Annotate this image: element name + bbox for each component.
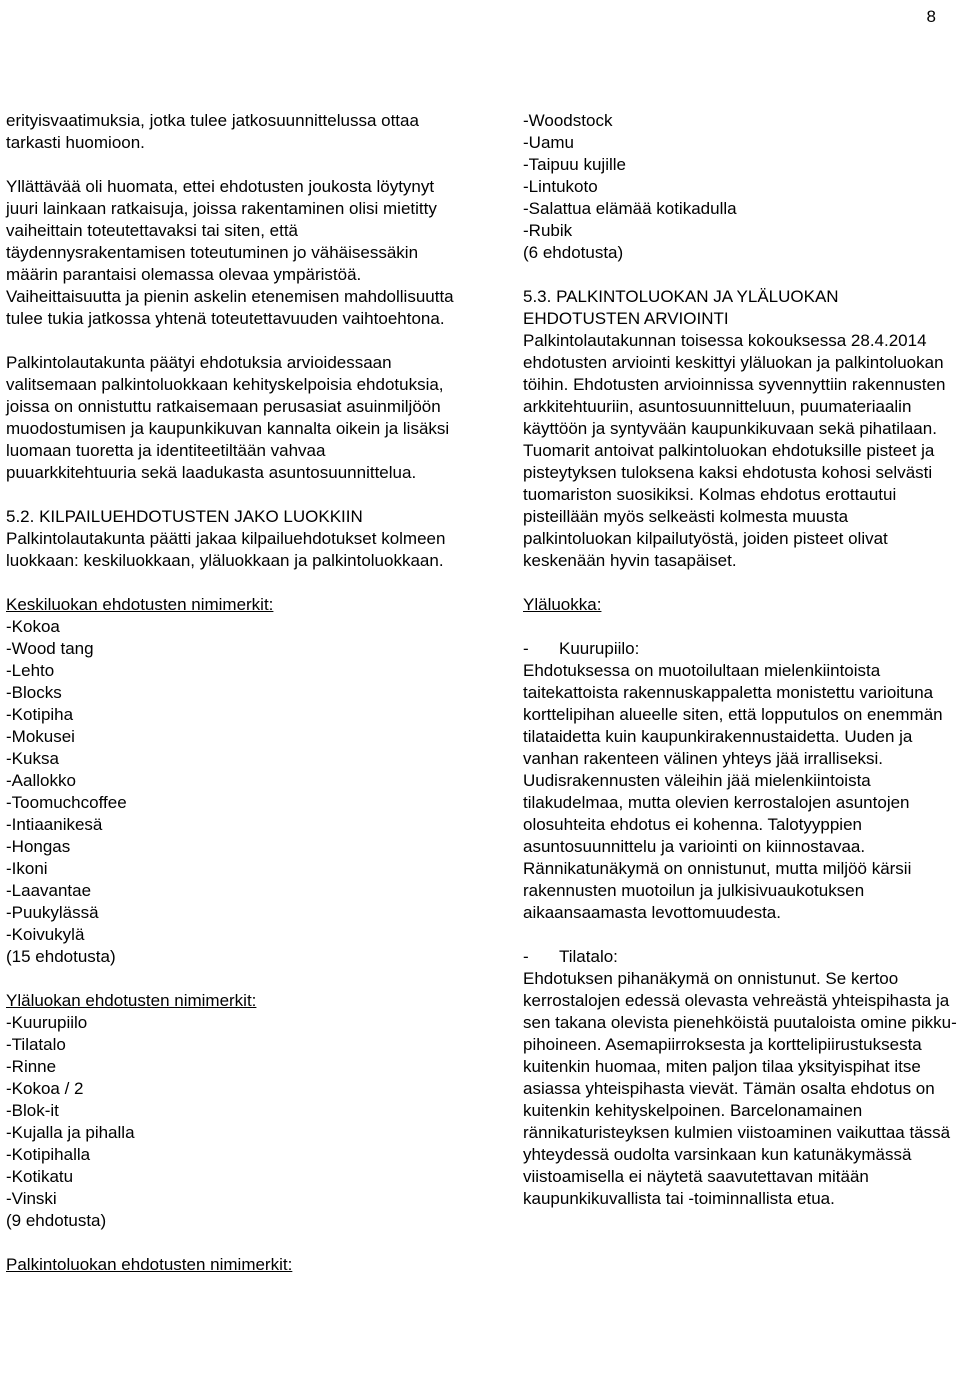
ylaluokka-subheading: Yläluokka: [523, 595, 602, 614]
entry-tilatalo [523, 946, 960, 1210]
list-item: -Koivukylä [6, 925, 85, 944]
ylaluokka-list [6, 1012, 454, 1232]
left-column [6, 110, 454, 1276]
ylaluokka-heading: Yläluokan ehdotusten nimimerkit: [6, 991, 257, 1010]
list-item: -Blocks [6, 683, 62, 702]
entry-dash: - [523, 947, 529, 966]
list-item: -Hongas [6, 837, 71, 856]
section-heading: 5.2. KILPAILUEHDOTUSTEN JAKO LUOKKIIN [6, 507, 363, 526]
list-item: -Rubik [523, 221, 573, 240]
page-number: 8 [926, 7, 936, 26]
keskiluokka-list [6, 616, 454, 968]
list-item: -Wood tang [6, 639, 94, 658]
list-item: -Lehto [6, 661, 55, 680]
body-paragraph: Palkintolautakunta päätyi ehdotuksia arvioidessaan valitsemaan palkintoluokkaan kehityskelpoisia ehdotuksia, joissa on onnistuttu ratkaisemaan perusasiat asuinmiljöön muodostumisen ja kaupunkikuvan kannalta oikein ja lisäksi luomaan tuoretta ja identiteetiltään vahvaa puuarkkitehtuuria sekä laadukasta asuntosuunnittelua. [6, 353, 450, 482]
section-heading: EHDOTUSTEN ARVIOINTI [523, 309, 729, 328]
list-count: (15 ehdotusta) [6, 947, 116, 966]
right-column [523, 110, 960, 1210]
list-item: -Tilatalo [6, 1035, 66, 1054]
list-item: -Kotipihalla [6, 1145, 91, 1164]
list-item: -Kujalla ja pihalla [6, 1123, 135, 1142]
list-item: -Salattua elämää kotikadulla [523, 199, 737, 218]
entry-text: Ehdotuksessa on muotoilultaan mielenkiintoista taitekattoista rakennuskappaletta monistettu varioituna korttelipihan alueelle siten, että lopputulos on enemmän tilataidetta kuin kaupunkirakennustaidetta. Uuden ja vanhan rakenteen välinen yhteys jää irralliseksi. Uudisrakennusten väleihin jää mielenkiintoista tilakudelmaa, mutta olevien kerrostalojen asuntojen olosuhteita ehdotus ei kohenna. Talotyyppien asuntosuunnittelu ja variointi on kiinnostavaa. Rännikatunäkymä on onnistunut, mutta miljöö kärsii rakennusten muotoilun ja julkisivuaukotuksen aikaansaamasta levottomuudesta. [523, 661, 943, 922]
list-item: -Kokoa [6, 617, 60, 636]
list-item: -Lintukoto [523, 177, 598, 196]
body-paragraph: Yllättävää oli huomata, ettei ehdotusten joukosta löytynyt juuri lainkaan ratkaisuja, joissa rakentaminen olisi mietitty vaiheittain toteutettavaksi tai siten, että täydennysrakentamisen toteutuminen jo vähäisessäkin määrin parantaisi olemassa olevaa ympäristöä. Vaiheittaisuutta ja pienin askelin etenemisen mahdollisuutta tulee tukia jatkossa yhtenä toteutettavuuden vaihtoehtona. [6, 177, 454, 328]
list-item: -Uamu [523, 133, 575, 152]
list-item: -Puukylässä [6, 903, 99, 922]
entry-text: Ehdotuksen pihanäkymä on onnistunut. Se kertoo kerrostalojen edessä olevasta vehreästä yhteispihasta ja sen takana olevista pienehköistä puutaloista omine pikku-pihoineen. Asemapiirroksesta ja korttelipiirustuksesta kuitenkin huomaa, miten paljon tilaa yksityispihat itse asiassa yhteispihasta vievät. Tämän osalta ehdotus on kuitenkin kehityskelpoinen. Barcelonamainen rännikaturisteyksen kulmien viistoaminen vaikuttaa tässä yhteydessä oudolta varsinkaan kun katunäkymässä viistoamisella ei näytetä saavutettavan mitään kaupunkikuvallista tai -toiminnallista etua. [523, 969, 957, 1208]
list-item: -Toomuchcoffee [6, 793, 127, 812]
section-text: Palkintolautakunnan toisessa kokouksessa 28.4.2014 ehdotusten arviointi keskittyi yläluokan ja palkintoluokan töihin. Ehdotusten arvioinnissa syvennyttiin rakennusten arkkitehtuuriin, asuntosuunnitteluun, puumateriaalin käyttöön ja syntyvään kaupunkikuvaan sekä pihatilaan. Tuomarit antoivat palkintoluokan ehdotuksille pisteet ja pisteytyksen tuloksena kaksi ehdotusta kohosi selvästi tuomariston suosikiksi. Kolmas ehdotus erottautui pisteillään myös selkeästi kolmesta muusta palkintoluokan kilpailutyöstä, joiden pisteet olivat keskenään hyvin tasapäiset. [523, 331, 946, 570]
list-item: -Laavantae [6, 881, 92, 900]
list-item: -Kokoa / 2 [6, 1079, 84, 1098]
list-item: -Taipuu kujille [523, 155, 626, 174]
intro-paragraph: erityisvaatimuksia, jotka tulee jatkosuunnittelussa ottaa tarkasti huomioon. [6, 111, 419, 152]
list-item: -Ikoni [6, 859, 48, 878]
list-item: -Vinski [6, 1189, 57, 1208]
entry-title: Tilatalo: [559, 947, 618, 966]
entry-dash: - [523, 639, 529, 658]
palkintoluokka-heading: Palkintoluokan ehdotusten nimimerkit: [6, 1255, 293, 1274]
palkintoluokka-list [523, 110, 960, 264]
list-item: -Kuurupiilo [6, 1013, 88, 1032]
list-item: -Kuksa [6, 749, 59, 768]
list-item: -Rinne [6, 1057, 57, 1076]
list-item: -Mokusei [6, 727, 75, 746]
list-count: (6 ehdotusta) [523, 243, 624, 262]
list-item: -Aallokko [6, 771, 76, 790]
entry-kuurupiilo [523, 638, 960, 924]
entry-title: Kuurupiilo: [559, 639, 640, 658]
list-item: -Kotikatu [6, 1167, 74, 1186]
section-text: Palkintolautakunta päätti jakaa kilpailuehdotukset kolmeen luokkaan: keskiluokkaan, yläluokkaan ja palkintoluokkaan. [6, 529, 446, 570]
keskiluokka-heading: Keskiluokan ehdotusten nimimerkit: [6, 595, 274, 614]
list-item: -Kotipiha [6, 705, 74, 724]
section-heading: 5.3. PALKINTOLUOKAN JA YLÄLUOKAN [523, 287, 839, 306]
list-item: -Woodstock [523, 111, 613, 130]
list-item: -Intiaanikesä [6, 815, 103, 834]
list-count: (9 ehdotusta) [6, 1211, 107, 1230]
list-item: -Blok-it [6, 1101, 59, 1120]
